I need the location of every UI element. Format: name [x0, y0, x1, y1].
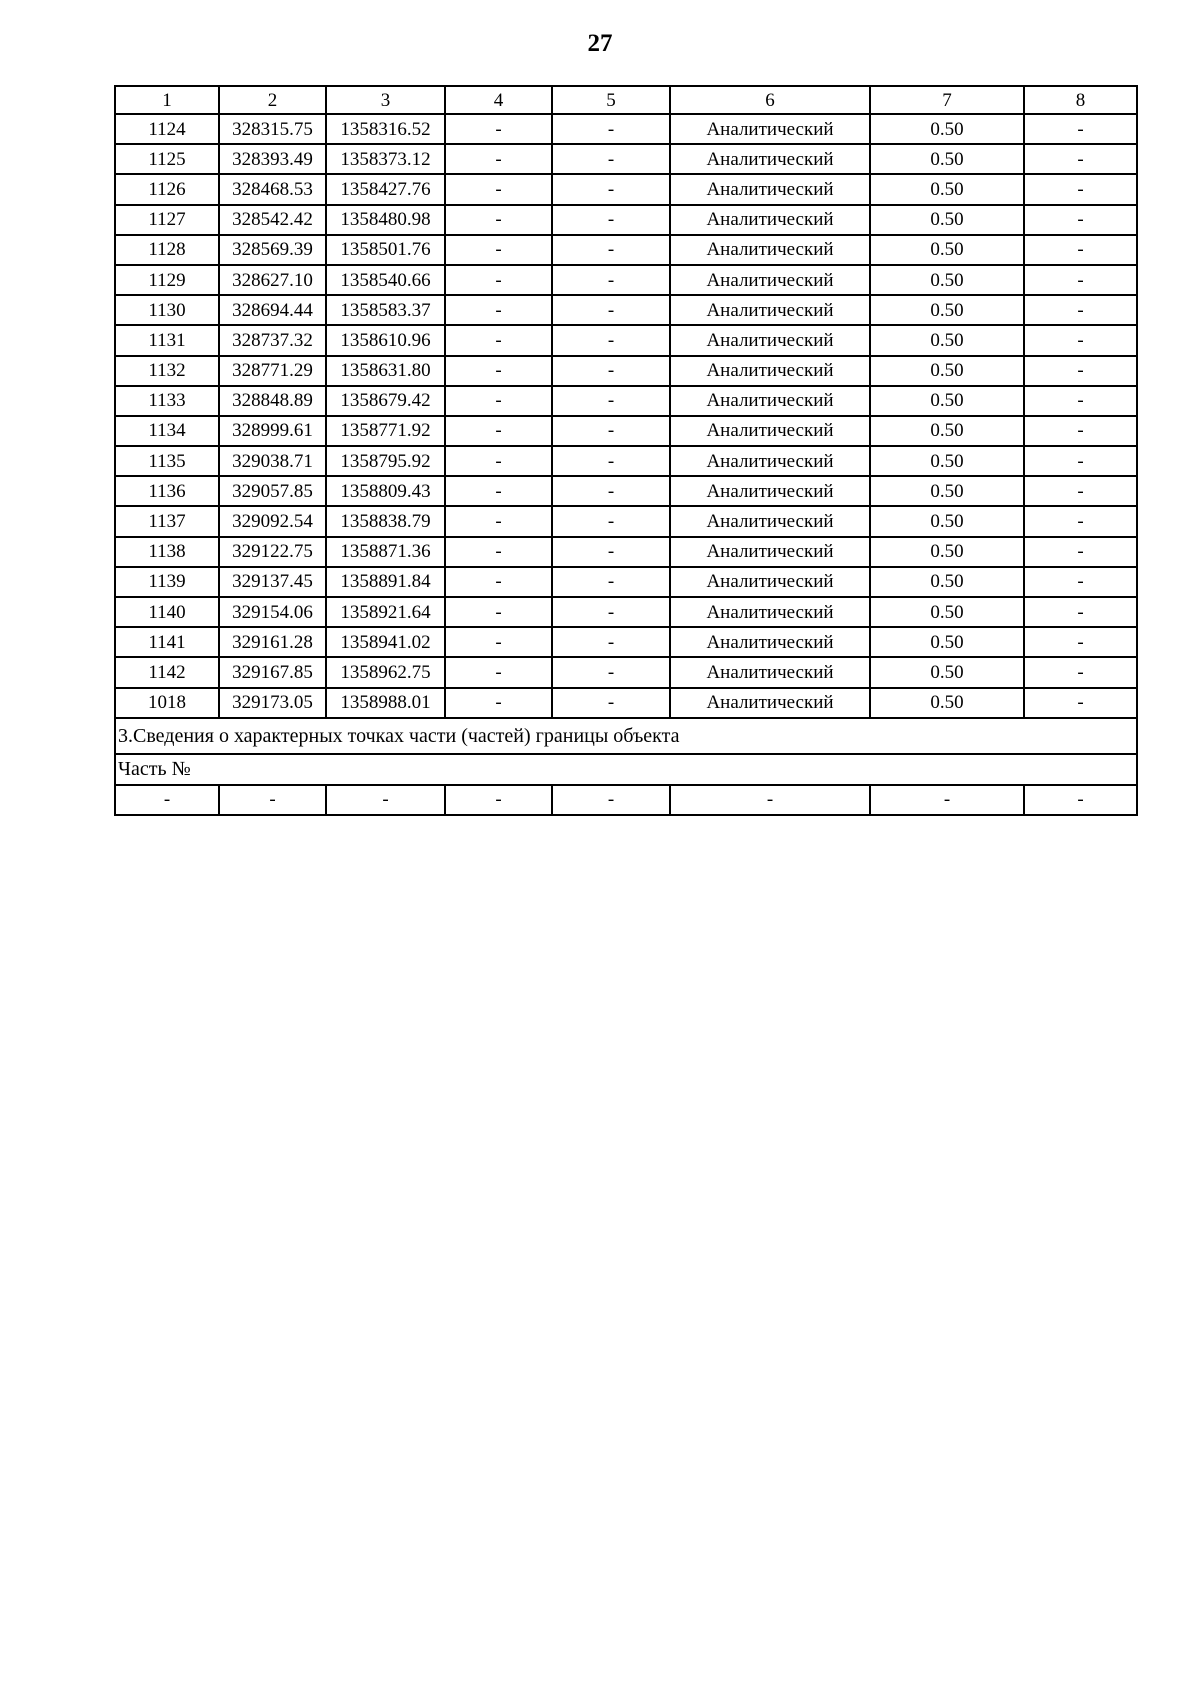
table-cell: -: [552, 537, 670, 567]
table-cell: -: [445, 416, 552, 446]
table-cell: -: [870, 785, 1024, 815]
table-cell: 1132: [115, 356, 219, 386]
table-cell: -: [552, 506, 670, 536]
table-cell: -: [552, 785, 670, 815]
table-cell: -: [552, 114, 670, 144]
table-cell: 1358988.01: [326, 688, 445, 718]
table-cell: 328569.39: [219, 235, 326, 265]
table-row: [115, 174, 1137, 204]
table-cell: -: [552, 174, 670, 204]
table-cell: 0.50: [870, 506, 1024, 536]
table-cell: Аналитический: [670, 567, 870, 597]
table-cell: 1135: [115, 446, 219, 476]
table-cell: 1358610.96: [326, 325, 445, 355]
table-cell: 328999.61: [219, 416, 326, 446]
table-cell: 1358795.92: [326, 446, 445, 476]
table-cell: 0.50: [870, 386, 1024, 416]
table-cell: -: [1024, 597, 1137, 627]
table-cell: 0.50: [870, 688, 1024, 718]
table-cell: -: [552, 265, 670, 295]
table-cell: 0.50: [870, 627, 1024, 657]
table-row: [115, 537, 1137, 567]
table-cell: 1133: [115, 386, 219, 416]
table-cell: Аналитический: [670, 537, 870, 567]
table-cell: -: [445, 476, 552, 506]
table-cell: -: [326, 785, 445, 815]
table-cell: 329092.54: [219, 506, 326, 536]
table-row: [115, 657, 1137, 687]
column-header: 5: [552, 86, 670, 114]
table-cell: -: [552, 567, 670, 597]
table-cell: 1138: [115, 537, 219, 567]
table-cell: -: [552, 446, 670, 476]
table-cell: 0.50: [870, 416, 1024, 446]
table-cell: -: [1024, 537, 1137, 567]
table-cell: -: [552, 657, 670, 687]
table-cell: -: [1024, 446, 1137, 476]
table-cell: 328771.29: [219, 356, 326, 386]
table-cell: Аналитический: [670, 114, 870, 144]
part-data-row: [115, 785, 1137, 815]
table-row: [115, 114, 1137, 144]
table-cell: 329137.45: [219, 567, 326, 597]
column-header: 3: [326, 86, 445, 114]
table-cell: 1358871.36: [326, 537, 445, 567]
table-cell: -: [1024, 144, 1137, 174]
table-cell: 328542.42: [219, 205, 326, 235]
table-cell: -: [445, 325, 552, 355]
table-cell: Аналитический: [670, 657, 870, 687]
table-cell: Аналитический: [670, 325, 870, 355]
table-cell: 1131: [115, 325, 219, 355]
table-row: [115, 627, 1137, 657]
table-cell: -: [552, 416, 670, 446]
table-cell: 1134: [115, 416, 219, 446]
table-cell: Аналитический: [670, 597, 870, 627]
table-cell: 329038.71: [219, 446, 326, 476]
table-cell: -: [445, 386, 552, 416]
table-cell: 0.50: [870, 295, 1024, 325]
table-cell: -: [445, 356, 552, 386]
part-label-row: [115, 754, 1137, 785]
table-cell: 329154.06: [219, 597, 326, 627]
table-cell: -: [552, 476, 670, 506]
table-cell: -: [1024, 295, 1137, 325]
table-cell: -: [552, 356, 670, 386]
table-cell: Аналитический: [670, 265, 870, 295]
table-cell: 1127: [115, 205, 219, 235]
table-cell: 1141: [115, 627, 219, 657]
table-cell: 1358838.79: [326, 506, 445, 536]
table-cell: -: [1024, 114, 1137, 144]
table-cell: 0.50: [870, 235, 1024, 265]
table-cell: -: [115, 785, 219, 815]
table-cell: -: [1024, 785, 1137, 815]
table-cell: -: [445, 205, 552, 235]
table-cell: -: [445, 114, 552, 144]
table-cell: 0.50: [870, 597, 1024, 627]
table-cell: Аналитический: [670, 144, 870, 174]
table-cell: Аналитический: [670, 235, 870, 265]
table-row: [115, 567, 1137, 597]
section-title: 3.Сведения о характерных точках части (частей) границы объекта: [115, 718, 1137, 754]
table-row: [115, 476, 1137, 506]
table-cell: 1018: [115, 688, 219, 718]
part-label: Часть №: [115, 754, 1137, 785]
column-header: 7: [870, 86, 1024, 114]
table-body: [115, 86, 1137, 815]
table-cell: Аналитический: [670, 356, 870, 386]
table-cell: -: [445, 235, 552, 265]
table-cell: -: [1024, 356, 1137, 386]
table-cell: -: [445, 295, 552, 325]
table-cell: 1125: [115, 144, 219, 174]
table-cell: 1358921.64: [326, 597, 445, 627]
table-header-row: [115, 86, 1137, 114]
table-row: [115, 235, 1137, 265]
table-row: [115, 205, 1137, 235]
table-cell: 1126: [115, 174, 219, 204]
table-cell: -: [1024, 627, 1137, 657]
table-cell: 1129: [115, 265, 219, 295]
table-row: [115, 446, 1137, 476]
table-row: [115, 265, 1137, 295]
table-cell: 1142: [115, 657, 219, 687]
column-header: 6: [670, 86, 870, 114]
table-cell: -: [1024, 325, 1137, 355]
table-cell: Аналитический: [670, 506, 870, 536]
table-cell: -: [552, 386, 670, 416]
table-cell: -: [552, 597, 670, 627]
table-cell: 1358771.92: [326, 416, 445, 446]
table-cell: 0.50: [870, 567, 1024, 597]
table-cell: 329173.05: [219, 688, 326, 718]
table-cell: -: [552, 688, 670, 718]
table-row: [115, 506, 1137, 536]
table-row: [115, 144, 1137, 174]
table-cell: Аналитический: [670, 295, 870, 325]
table-cell: 1358316.52: [326, 114, 445, 144]
column-header: 8: [1024, 86, 1137, 114]
table-cell: 328737.32: [219, 325, 326, 355]
table-cell: -: [445, 144, 552, 174]
boundary-points-table: [114, 85, 1138, 816]
table-cell: -: [552, 235, 670, 265]
table-cell: 0.50: [870, 476, 1024, 506]
table-cell: -: [1024, 567, 1137, 597]
table-cell: 1358962.75: [326, 657, 445, 687]
table-cell: 1358427.76: [326, 174, 445, 204]
table-cell: 328694.44: [219, 295, 326, 325]
table-cell: -: [445, 785, 552, 815]
table-cell: 1137: [115, 506, 219, 536]
table-row: [115, 416, 1137, 446]
table-cell: -: [1024, 416, 1137, 446]
column-header: 1: [115, 86, 219, 114]
table-cell: 329057.85: [219, 476, 326, 506]
table-row: [115, 688, 1137, 718]
table-cell: 328468.53: [219, 174, 326, 204]
table-cell: -: [1024, 265, 1137, 295]
table-cell: -: [445, 174, 552, 204]
table-cell: -: [1024, 657, 1137, 687]
table-cell: 1358480.98: [326, 205, 445, 235]
table-cell: 0.50: [870, 325, 1024, 355]
table-cell: 1358501.76: [326, 235, 445, 265]
column-header: 2: [219, 86, 326, 114]
table-cell: 329161.28: [219, 627, 326, 657]
table-cell: -: [445, 446, 552, 476]
table-cell: 0.50: [870, 114, 1024, 144]
table-cell: -: [1024, 506, 1137, 536]
page-number: 27: [587, 30, 613, 57]
table-cell: Аналитический: [670, 386, 870, 416]
table-cell: -: [445, 597, 552, 627]
table-cell: 1358941.02: [326, 627, 445, 657]
table-cell: Аналитический: [670, 627, 870, 657]
table-cell: Аналитический: [670, 476, 870, 506]
table-cell: 1358540.66: [326, 265, 445, 295]
table-cell: -: [445, 506, 552, 536]
table-cell: -: [445, 265, 552, 295]
table-cell: 1358583.37: [326, 295, 445, 325]
table-cell: -: [445, 537, 552, 567]
table-cell: 1358631.80: [326, 356, 445, 386]
table-cell: 1358679.42: [326, 386, 445, 416]
table-cell: 1140: [115, 597, 219, 627]
table-cell: 329122.75: [219, 537, 326, 567]
table-cell: Аналитический: [670, 416, 870, 446]
table-cell: 0.50: [870, 265, 1024, 295]
table-cell: -: [552, 144, 670, 174]
table-cell: 0.50: [870, 657, 1024, 687]
table-cell: 329167.85: [219, 657, 326, 687]
table-cell: -: [552, 325, 670, 355]
table-cell: -: [552, 205, 670, 235]
table-cell: 1130: [115, 295, 219, 325]
table-cell: 1124: [115, 114, 219, 144]
table-cell: Аналитический: [670, 174, 870, 204]
table-cell: 0.50: [870, 356, 1024, 386]
table-cell: -: [552, 295, 670, 325]
table-cell: 1358891.84: [326, 567, 445, 597]
table-cell: 0.50: [870, 537, 1024, 567]
table-cell: 0.50: [870, 446, 1024, 476]
table-row: [115, 597, 1137, 627]
table-cell: 0.50: [870, 205, 1024, 235]
table-cell: -: [445, 657, 552, 687]
table-cell: -: [1024, 386, 1137, 416]
table-cell: -: [1024, 688, 1137, 718]
table-cell: -: [1024, 205, 1137, 235]
column-header: 4: [445, 86, 552, 114]
table-cell: -: [219, 785, 326, 815]
table-cell: 1139: [115, 567, 219, 597]
table-cell: -: [1024, 476, 1137, 506]
table-cell: -: [445, 567, 552, 597]
section-title-row: [115, 718, 1137, 754]
table-cell: 0.50: [870, 174, 1024, 204]
table-cell: -: [445, 688, 552, 718]
table-row: [115, 356, 1137, 386]
table-cell: -: [445, 627, 552, 657]
table-cell: -: [1024, 235, 1137, 265]
table-cell: Аналитический: [670, 205, 870, 235]
table-cell: Аналитический: [670, 688, 870, 718]
table-cell: 1136: [115, 476, 219, 506]
table-cell: -: [552, 627, 670, 657]
table-row: [115, 325, 1137, 355]
table-cell: 328315.75: [219, 114, 326, 144]
table-cell: 328393.49: [219, 144, 326, 174]
table-cell: -: [1024, 174, 1137, 204]
table-cell: 328627.10: [219, 265, 326, 295]
table-cell: 1128: [115, 235, 219, 265]
table-cell: -: [670, 785, 870, 815]
table-row: [115, 386, 1137, 416]
table-cell: 1358809.43: [326, 476, 445, 506]
table-cell: 328848.89: [219, 386, 326, 416]
table-row: [115, 295, 1137, 325]
table-cell: 0.50: [870, 144, 1024, 174]
table-cell: Аналитический: [670, 446, 870, 476]
table-cell: 1358373.12: [326, 144, 445, 174]
